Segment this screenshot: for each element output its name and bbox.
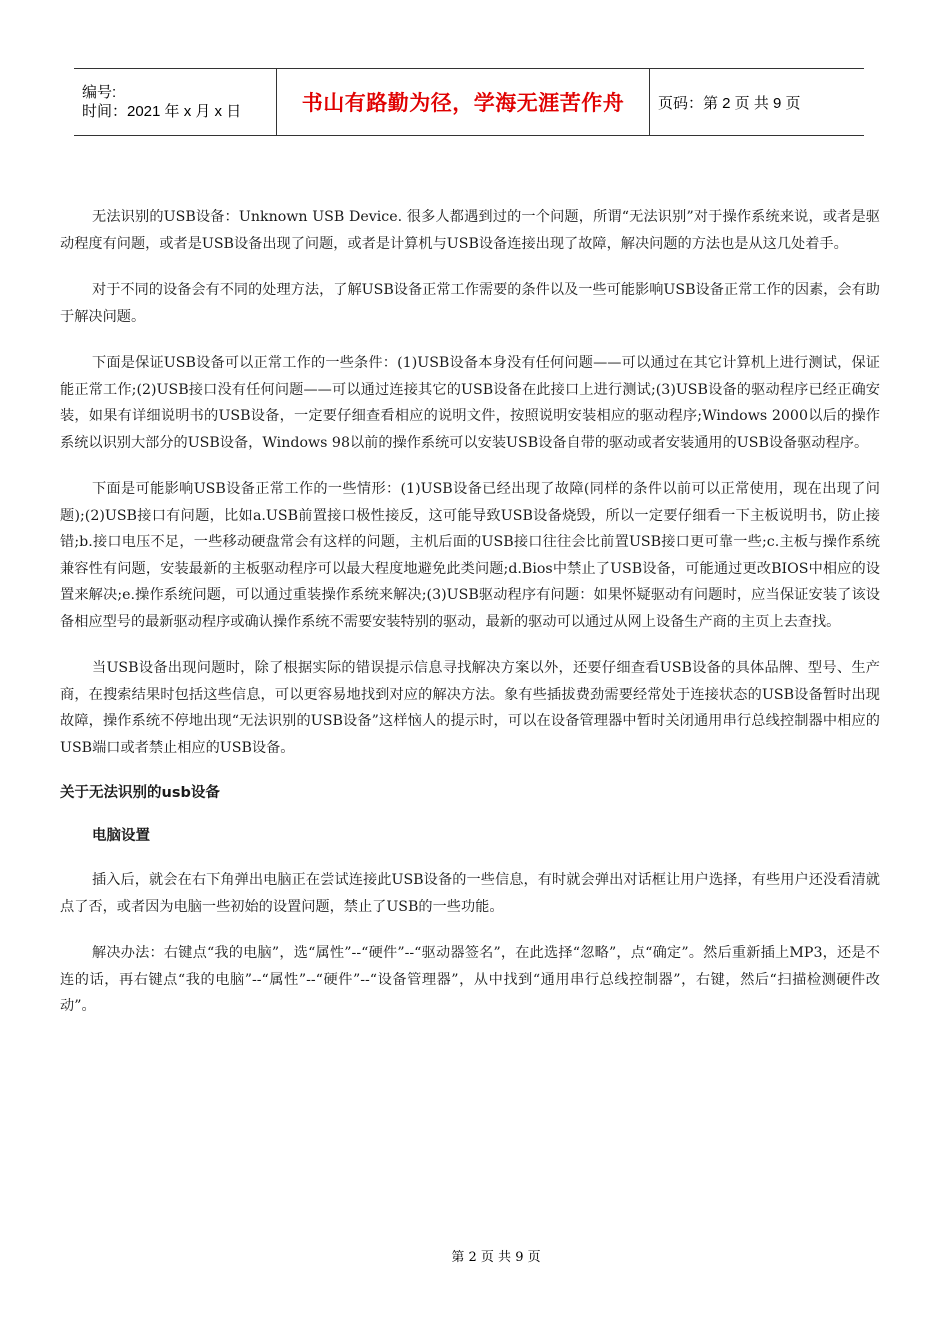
page-footer: 第 2 页 共 9 页	[451, 1250, 541, 1265]
header-motto	[276, 69, 650, 135]
paragraph: 下面是可能影响USB设备正常工作的一些情形：(1)USB设备已经出现了故障(同样的条件以前可以正常使用，现在出现了问题);(2)USB接口有问题，比如a.USB前置接口极性接反，这可能导致USB设备烧毁，所以一定要仔细看一下主板说明书，防止接错;b.接口电压不足，一些移动硬盘常会有这样的问题，主机后面的USB接口往往会比前置USB接口更可靠一些;c.主板与操作系统兼容性有问题，安装最新的主板驱动程序可以最大程度地避免此类问题;d.Bios中禁止了USB设备，可能通过更改BIOS中相应的设置来解决;e.操作系统问题，可以通过重装操作系统来解决;(3)USB驱动程序有问题：如果怀疑驱动有问题时，应当保证安装了该设备相应型号的最新驱动程序或确认操作系统不需要安装特别的驱动，最新的驱动可以通过从网上设备生产商的主页上去查找。	[60, 481, 880, 630]
subsection-heading: 电脑设置	[92, 828, 150, 844]
page-label: 页码：第 2 页 共 9 页	[658, 94, 801, 112]
header-page-info	[650, 69, 864, 135]
paragraph: 当USB设备出现问题时，除了根据实际的错误提示信息寻找解决方案以外，还要仔细查看USB设备的具体品牌、型号、生产商，在搜索结果时包括这些信息，可以更容易地找到对应的解决方法。象有些插拔费劲需要经常处于连接状态的USB设备暂时出现故障，操作系统不停地出现“无法识别的USB设备”这样恼人的提示时，可以在设备管理器中暂时关闭通用串行总线控制器中相应的USB端口或者禁止相应的USB设备。	[60, 660, 880, 756]
paragraph: 无法识别的USB设备：Unknown USB Device. 很多人都遇到过的一个问题，所谓“无法识别”对于操作系统来说，或者是驱动程度有问题，或者是USB设备出现了问题，或者是计算机与USB设备连接出现了故障，解决问题的方法也是从这几处着手。	[60, 209, 880, 252]
document-header	[74, 68, 864, 136]
paragraph: 插入后，就会在右下角弹出电脑正在尝试连接此USB设备的一些信息，有时就会弹出对话框让用户选择，有些用户还没看清就点了否，或者因为电脑一些初始的设置问题，禁止了USB的一些功能。	[60, 872, 880, 915]
motto-text: 书山有路勤为径，学海无涯苦作舟	[301, 91, 625, 115]
paragraph: 解决办法：右键点“我的电脑”，选“属性”--“硬件”--“驱动器签名”，在此选择“忽略”，点“确定”。然后重新插上MP3，还是不连的话，再右键点“我的电脑”--“属性”--“硬件”--“设备管理器”，从中找到“通用串行总线控制器”，右键，然后“扫描检测硬件改动”。	[60, 945, 880, 1014]
document-body	[60, 204, 880, 1040]
paragraph: 下面是保证USB设备可以正常工作的一些条件：(1)USB设备本身没有任何问题——可以通过在其它计算机上进行测试，保证能正常工作;(2)USB接口没有任何问题——可以通过连接其它的USB设备在此接口上进行测试;(3)USB设备的驱动程序已经正确安装，如果有详细说明书的USB设备，一定要仔细查看相应的说明文件，按照说明安装相应的驱动程序;Windows 2000以后的操作系统以识别大部分的USB设备，Windows 98以前的操作系统可以安装USB设备自带的驱动或者安装通用的USB设备驱动程序。	[60, 355, 880, 451]
code-label: 编号:	[82, 84, 117, 101]
paragraph: 对于不同的设备会有不同的处理方法，了解USB设备正常工作需要的条件以及一些可能影响USB设备正常工作的因素，会有助于解决问题。	[60, 282, 880, 325]
time-label: 时间：2021 年 x 月 x 日	[82, 103, 242, 120]
header-meta	[74, 69, 276, 135]
section-heading: 关于无法识别的usb设备	[60, 785, 220, 801]
